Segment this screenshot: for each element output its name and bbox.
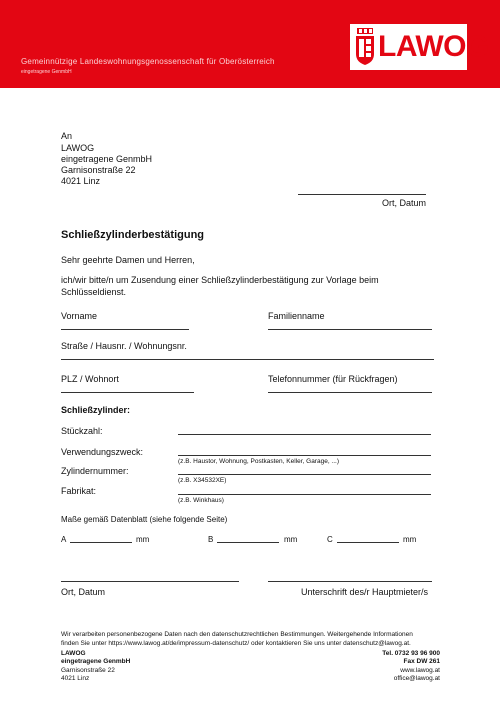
- verwendungszweck-label: Verwendungszweck:: [61, 447, 144, 457]
- lawog-logo: [350, 24, 489, 70]
- footer-fax: Fax DW 261: [403, 658, 440, 665]
- footer-street: Garnisonstraße 22: [61, 667, 115, 674]
- signature-field[interactable]: [268, 581, 432, 582]
- fabrikat-hint: (z.B. Winkhaus): [178, 497, 224, 504]
- measure-a-label: A: [61, 535, 67, 544]
- fabrikat-label: Fabrikat:: [61, 486, 97, 496]
- vorname-label: Vorname: [61, 311, 98, 321]
- recipient-line: An: [61, 131, 73, 141]
- measure-c-field[interactable]: [337, 542, 399, 543]
- place-date-label: Ort, Datum: [382, 198, 427, 208]
- strasse-label: Straße / Hausnr. / Wohnungsnr.: [61, 341, 187, 351]
- header-banner: [0, 0, 500, 88]
- measure-b-unit: mm: [284, 535, 298, 544]
- plz-label: PLZ / Wohnort: [61, 374, 119, 384]
- document-title: Schließzylinderbestätigung: [61, 229, 205, 241]
- logo-text: LAWOG: [378, 30, 489, 63]
- measure-b-field[interactable]: [217, 542, 279, 543]
- fabrikat-field[interactable]: [178, 494, 431, 495]
- strasse-field[interactable]: [61, 359, 434, 360]
- footer-company: LAWOG: [61, 650, 86, 657]
- body-text: ich/wir bitte/n um Zusendung einer Schließzylinderbestätigung zur Vorlage beim: [61, 275, 379, 285]
- footer-email[interactable]: office@lawog.at: [393, 675, 440, 682]
- familienname-label: Familienname: [268, 311, 325, 321]
- measure-c-unit: mm: [403, 535, 417, 544]
- org-name: Gemeinnützige Landeswohnungsgenossenschaft für Oberösterreich: [21, 57, 275, 66]
- telefon-field[interactable]: [268, 392, 432, 393]
- privacy-note: finden Sie unter https://www.lawog.at/de/impressum-datenschutz/ oder kontaktieren Sie uns unter datenschutz@lawog.at.: [61, 640, 411, 647]
- recipient-line: 4021 Linz: [61, 176, 101, 186]
- signature-label: Unterschrift des/r Hauptmieter/s: [301, 587, 429, 597]
- cylinder-heading: Schließzylinder:: [61, 405, 131, 415]
- zylindernummer-label: Zylindernummer:: [61, 466, 129, 476]
- stueckzahl-label: Stückzahl:: [61, 426, 103, 436]
- salutation: Sehr geehrte Damen und Herren,: [61, 255, 195, 265]
- zylindernummer-field[interactable]: [178, 474, 431, 475]
- footer-company-sub: eingetragene GenmbH: [61, 658, 131, 665]
- body-text: Schlüsseldienst.: [61, 287, 127, 297]
- footer-tel: Tel. 0732 93 96 900: [382, 650, 440, 657]
- zylindernummer-hint: (z.B. X34532XE): [178, 477, 227, 484]
- footer-web[interactable]: www.lawog.at: [400, 667, 440, 674]
- vorname-field[interactable]: [61, 329, 189, 330]
- recipient-line: eingetragene GenmbH: [61, 154, 153, 164]
- plz-field[interactable]: [61, 392, 194, 393]
- footer-city: 4021 Linz: [61, 675, 90, 682]
- measures-note: Maße gemäß Datenblatt (siehe folgende Seite): [61, 515, 228, 524]
- measure-a-field[interactable]: [70, 542, 132, 543]
- privacy-note: Wir verarbeiten personenbezogene Daten nach den datenschutzrechtlichen Bestimmungen. Weitergehende Informationen: [61, 631, 413, 638]
- recipient-line: Garnisonstraße 22: [61, 165, 136, 175]
- familienname-field[interactable]: [268, 329, 432, 330]
- signature-place-date-label: Ort, Datum: [61, 587, 106, 597]
- coat-of-arms-icon: [355, 28, 375, 66]
- measure-c-label: C: [327, 535, 333, 544]
- recipient-line: LAWOG: [61, 143, 95, 153]
- telefon-label: Telefonnummer (für Rückfragen): [268, 374, 398, 384]
- org-subtitle: eingetragene GenmbH: [21, 69, 72, 75]
- verwendungszweck-field[interactable]: [178, 455, 431, 456]
- signature-place-date-field[interactable]: [61, 581, 239, 582]
- stueckzahl-field[interactable]: [178, 434, 431, 435]
- place-date-line[interactable]: [298, 194, 426, 195]
- measure-a-unit: mm: [136, 535, 150, 544]
- verwendungszweck-hint: (z.B. Haustor, Wohnung, Postkasten, Keller, Garage, ...): [178, 458, 340, 465]
- measure-b-label: B: [208, 535, 214, 544]
